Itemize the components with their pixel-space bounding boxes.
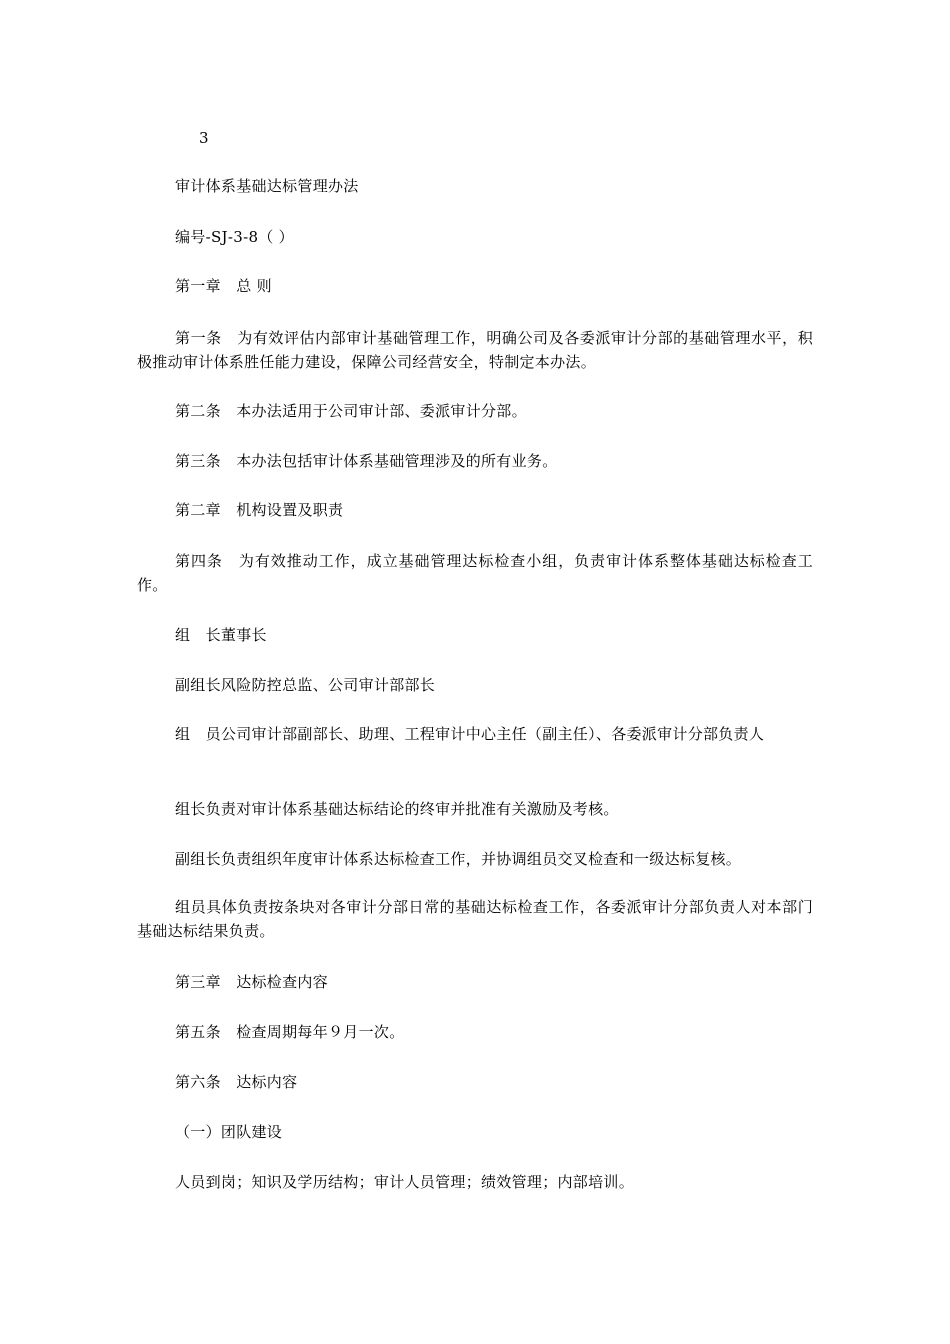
article-paragraph: 第一条 为有效评估内部审计基础管理工作，明确公司及各委派审计分部的基础管理水平，积极推动审计体系胜任能力建设，保障公司经营安全，特制定本办法。 bbox=[137, 329, 813, 371]
section-heading: （一）团队建设 bbox=[175, 1123, 283, 1141]
team-role-line: 副组长风险防控总监、公司审计部部长 bbox=[175, 676, 436, 694]
article-paragraph: 第三条 本办法包括审计体系基础管理涉及的所有业务。 bbox=[175, 452, 558, 470]
duty-paragraph: 副组长负责组织年度审计体系达标检查工作，并协调组员交叉检查和一级达标复核。 bbox=[175, 850, 742, 868]
document-title: 审计体系基础达标管理办法 bbox=[175, 177, 359, 195]
duty-paragraph: 组长负责对审计体系基础达标结论的终审并批准有关激励及考核。 bbox=[175, 800, 619, 818]
page-number: 3 bbox=[199, 129, 209, 147]
article-paragraph: 第五条 检查周期每年９月一次。 bbox=[175, 1023, 405, 1041]
article-paragraph: 第二条 本办法适用于公司审计部、委派审计分部。 bbox=[175, 402, 527, 420]
content-paragraph: 人员到岗；知识及学历结构；审计人员管理；绩效管理；内部培训。 bbox=[175, 1173, 635, 1191]
document-code: 编号-SJ-3-8（ ） bbox=[175, 228, 294, 246]
chapter-heading: 第二章 机构设置及职责 bbox=[175, 501, 344, 519]
chapter-heading: 第三章 达标检查内容 bbox=[175, 973, 329, 991]
team-role-line: 组 员公司审计部副部长、助理、工程审计中心主任（副主任）、各委派审计分部负责人 bbox=[175, 725, 765, 743]
duty-paragraph: 组员具体负责按条块对各审计分部日常的基础达标检查工作，各委派审计分部负责人对本部门基础达标结果负责。 bbox=[137, 898, 813, 940]
chapter-heading: 第一章 总 则 bbox=[175, 277, 272, 295]
team-role-line: 组 长董事长 bbox=[175, 626, 267, 644]
article-paragraph: 第六条 达标内容 bbox=[175, 1073, 298, 1091]
article-paragraph: 第四条 为有效推动工作，成立基础管理达标检查小组，负责审计体系整体基础达标检查工作。 bbox=[137, 552, 813, 594]
